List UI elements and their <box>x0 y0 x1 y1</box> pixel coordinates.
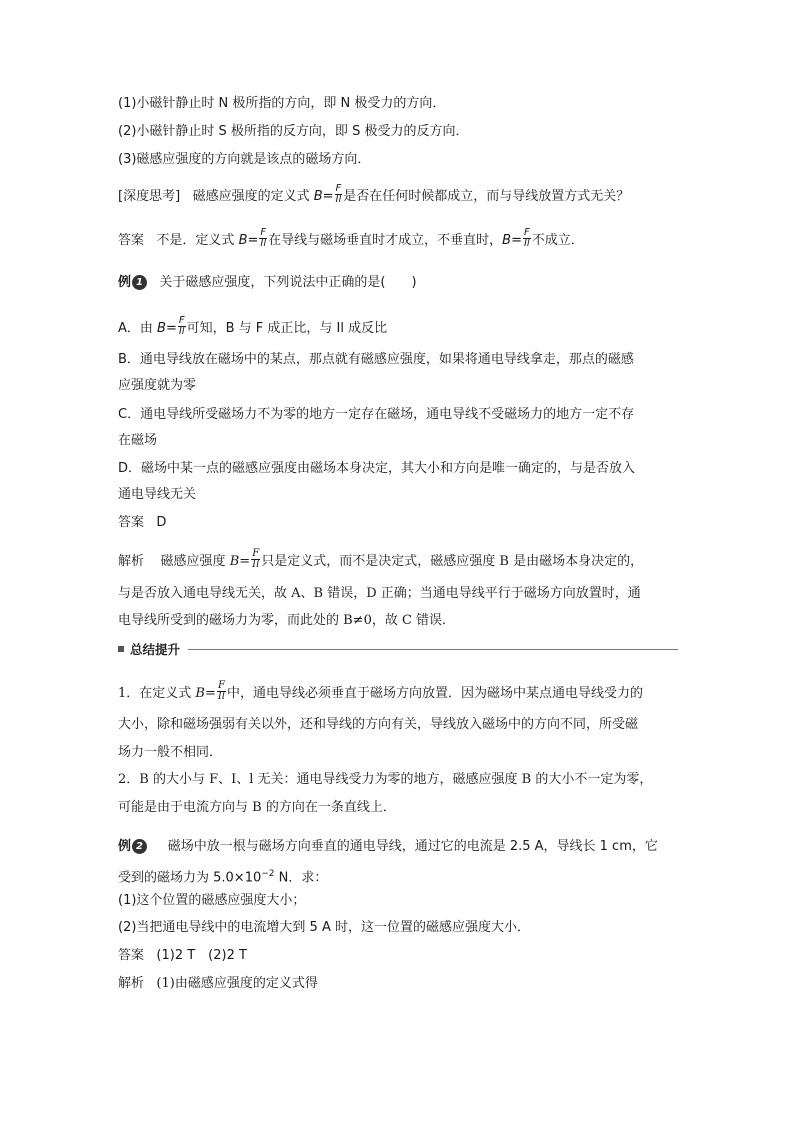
example-2-question-1: 例 2 磁场中放一根与磁场方向垂直的通电导线，通过它的电流是 2.5 A，导线长 1 cm，它 <box>118 839 658 854</box>
summary-1-line-3: 场力一般不相同． <box>118 745 223 760</box>
example-1-analysis-3: 电导线所受到的磁场力为零，而此处的 B≠0，故 C 错误． <box>118 613 456 628</box>
option-b-line-2: 应强度就为零 <box>118 378 197 393</box>
option-d-line-2: 通电导线无关 <box>118 487 197 502</box>
summary-1-line-2: 大小，除和磁场强弱有关以外，还和导线的方向有关，导线放入磁场中的方向不同，所受磁 <box>118 717 639 732</box>
summary-1-line-1: 1．在定义式 B= $\frac{F}{Il}$ 中，通电导线必须垂直于磁场方向放置．因为磁场中某点通电导线受力的 <box>118 680 644 702</box>
example-badge: 例 1 <box>118 274 147 292</box>
example-2-sub-2: (2)当把通电导线中的电流增大到 5 A 时，这一位置的磁感应强度大小． <box>118 920 530 935</box>
option-d-line-1: D．磁场中某一点的磁感应强度由磁场本身决定，其大小和方向是唯一确定的，与是否放入 <box>118 461 636 476</box>
point-1: (1)小磁针静止时 N 极所指的方向，即 N 极受力的方向． <box>118 96 446 111</box>
square-bullet-icon <box>118 646 124 652</box>
summary-2-line-1: 2．B 的大小与 F、I、l 无关：通电导线受力为零的地方，磁感应强度 B 的大小不一定为零， <box>118 772 653 787</box>
point-2: (2)小磁针静止时 S 极所指的反方向，即 S 极受力的反方向． <box>118 124 469 139</box>
option-c-line-1: C．通电导线所受磁场力不为零的地方一定存在磁场，通电导线不受磁场力的地方一定不存 <box>118 407 635 422</box>
option-b-line-1: B．通电导线放在磁场中的某点，那点就有磁感应强度，如果将通电导线拿走，那点的磁感 <box>118 352 634 367</box>
summary-2-line-2: 可能是由于电流方向与 B 的方向在一条直线上． <box>118 800 396 815</box>
summary-header <box>118 640 678 658</box>
option-c-line-2: 在磁场 <box>118 433 158 448</box>
point-3: (3)磁感应强度的方向就是该点的磁场方向． <box>118 152 371 167</box>
example-badge: 例 2 <box>118 838 147 856</box>
example-1-analysis-1: 解析 磁感应强度 B= $\frac{F}{Il}$ 只是定义式，而不是决定式，磁感应强度 B 是由磁场本身决定的， <box>118 548 644 570</box>
example-1-question: 例 1 关于磁感应强度，下列说法中正确的是( ) <box>118 275 417 290</box>
deep-think: [深度思考] 磁感应强度的定义式 B= $\frac{F}{Il}$ 是否在任何时候都成立，而与导线放置方式无关？ <box>118 183 630 205</box>
example-2-sub-1: (1)这个位置的磁感应强度大小； <box>118 893 306 908</box>
example-1-analysis-2: 与是否放入通电导线无关，故 A、B 错误，D 正确；当通电导线平行于磁场方向放置时，通 <box>118 586 641 601</box>
example-1-answer: 答案 D <box>118 515 167 530</box>
summary-title: 总结提升 <box>130 642 181 657</box>
example-2-question-2: 受到的磁场力为 $5.0\times 10^{-2}$ N．求： <box>118 869 328 886</box>
deep-think-tag: [深度思考] <box>118 189 181 204</box>
formula-fraction: $\frac{F}{Il}$ <box>335 183 342 205</box>
deep-answer: 答案 不是．定义式 B= $\frac{F}{Il}$ 在导线与磁场垂直时才成立，不垂直时，B= $\frac{F}{Il}$ 不成立． <box>118 227 584 249</box>
example-2-analysis: 解析 (1)由磁感应强度的定义式得 <box>118 976 318 991</box>
divider <box>188 649 678 650</box>
example-2-answer: 答案 (1)2 T (2)2 T <box>118 948 247 963</box>
option-a: A．由 B= $\frac{F}{Il}$ 可知，B 与 F 成正比，与 Il 成反比 <box>118 315 388 337</box>
